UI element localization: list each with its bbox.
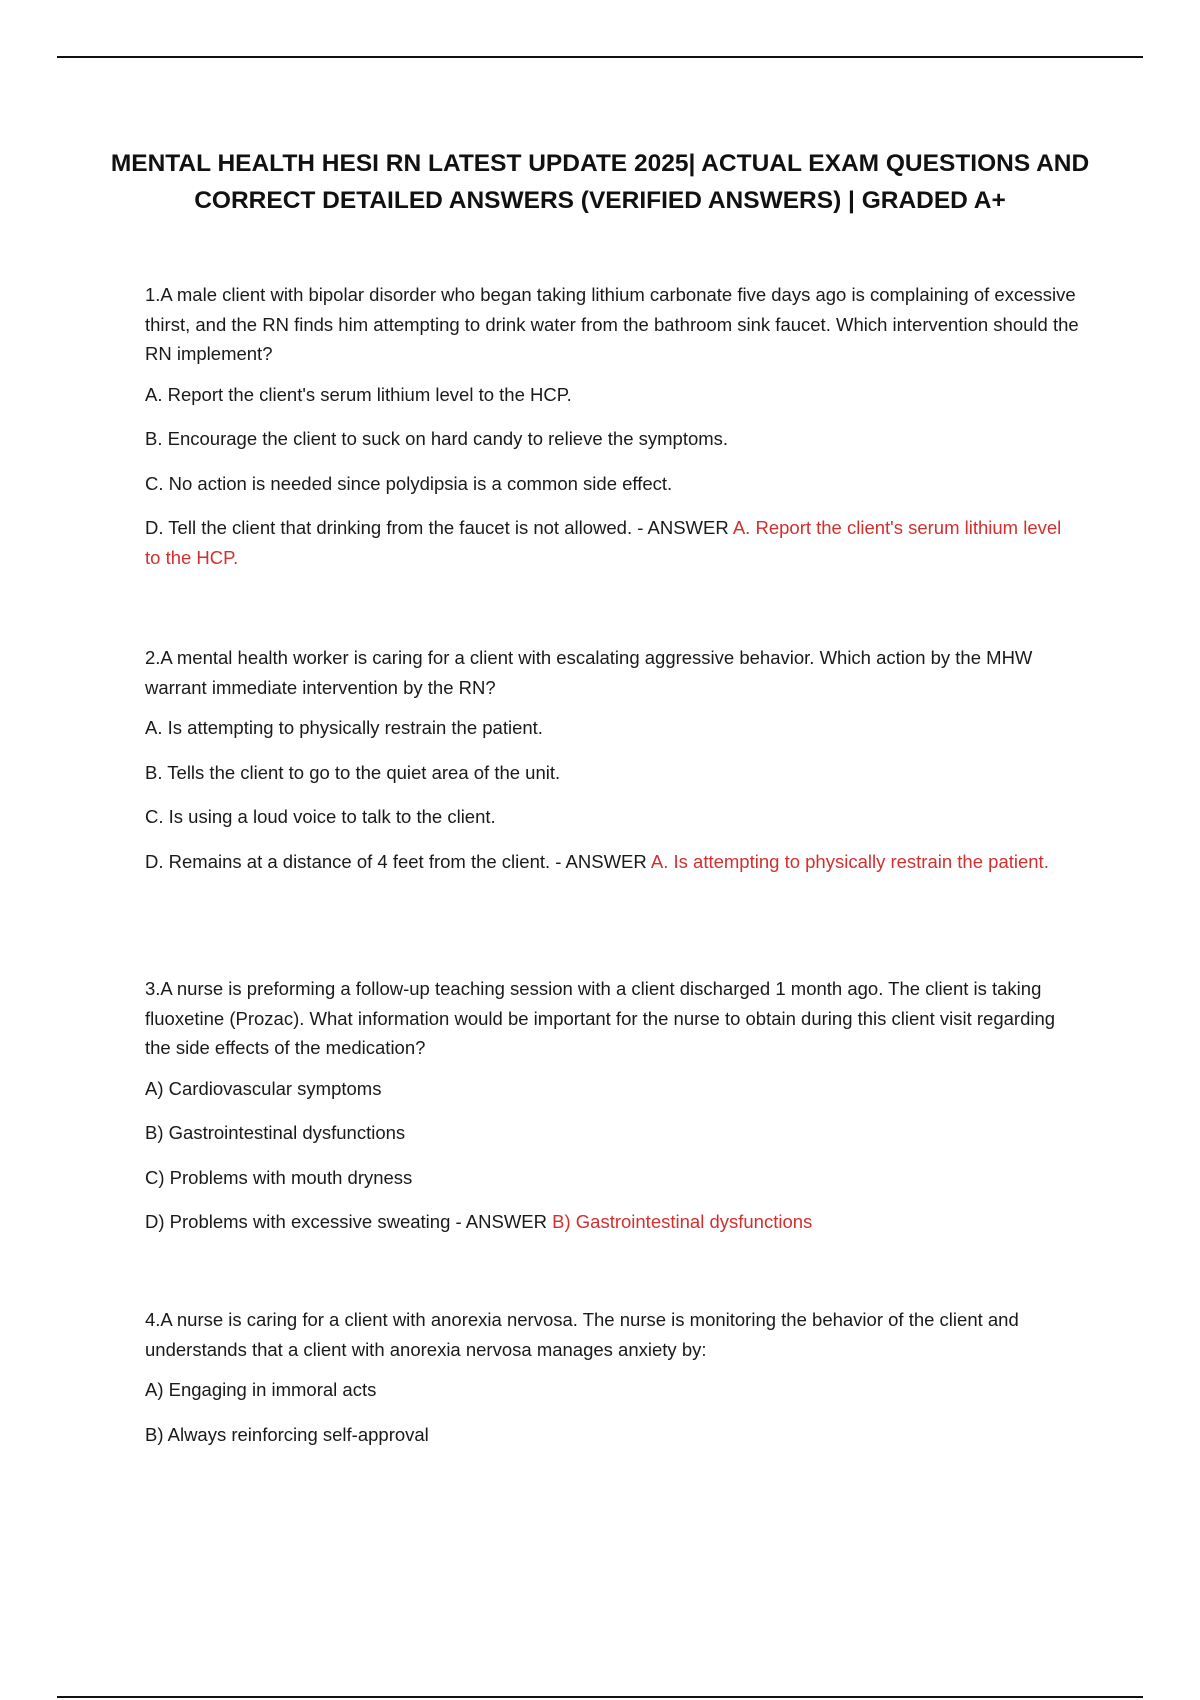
question-4	[145, 1305, 1080, 1449]
option-a: A. Report the client's serum lithium level to the HCP.	[145, 383, 572, 405]
answer-text: B) Gastrointestinal dysfunctions	[552, 1211, 813, 1232]
answer-separator: - ANSWER	[632, 517, 733, 538]
document-title	[100, 145, 1100, 219]
answer-text: A. Is attempting to physically restrain the patient.	[650, 850, 1049, 872]
answer-separator: - ANSWER	[450, 1211, 553, 1232]
option-b: B) Always reinforcing self-approval	[145, 1423, 429, 1445]
top-rule	[57, 56, 1143, 58]
bottom-rule	[57, 1696, 1143, 1698]
title-line-1: MENTAL HEALTH HESI RN LATEST UPDATE 2025| ACTUAL EXAM QUESTIONS AND	[110, 150, 1090, 177]
option-a: A. Is attempting to physically restrain the patient.	[145, 717, 543, 738]
answer-text: A. Report the client's serum lithium level to the HCP.	[145, 517, 1062, 568]
title-line-2: CORRECT DETAILED ANSWERS (VERIFIED ANSWERS) | GRADED A+	[194, 187, 1006, 214]
question-text: 3.A nurse is preforming a follow-up teaching session with a client discharged 1 month ago. The client is taking fluoxetine (Prozac). What information would be important for the nurse to obtain during this client visit regarding the side effects of the medication?	[145, 978, 1056, 1058]
question-text: 1.A male client with bipolar disorder who began taking lithium carbonate five days ago is complaining of excessive thirst, and the RN finds him attempting to drink water from the bathroom sink faucet. Which intervention should the RN implement?	[145, 284, 1079, 364]
option-c: C) Problems with mouth dryness	[145, 1166, 413, 1188]
question-1	[145, 280, 1080, 572]
option-b: B. Encourage the client to suck on hard candy to relieve the symptoms.	[145, 428, 729, 449]
question-2	[145, 643, 1080, 876]
option-d-with-answer	[145, 513, 1080, 572]
option-c: C. No action is needed since polydipsia is a common side effect.	[145, 472, 673, 494]
question-3	[145, 974, 1080, 1237]
option-a: A) Cardiovascular symptoms	[145, 1077, 382, 1099]
option-b: B. Tells the client to go to the quiet area of the unit.	[145, 761, 561, 783]
question-text: 4.A nurse is caring for a client with anorexia nervosa. The nurse is monitoring the behavior of the client and understands that a client with anorexia nervosa manages anxiety by:	[145, 1309, 1019, 1360]
option-d: D) Problems with excessive sweating	[145, 1211, 451, 1232]
option-d: D. Remains at a distance of 4 feet from the client.	[145, 850, 551, 872]
option-a: A) Engaging in immoral acts	[145, 1379, 377, 1400]
option-d: D. Tell the client that drinking from the faucet is not allowed.	[145, 517, 633, 538]
option-d-with-answer	[145, 847, 1080, 877]
answer-separator: - ANSWER	[550, 850, 651, 872]
question-text: 2.A mental health worker is caring for a client with escalating aggressive behavior. Which action by the MHW warrant immediate intervention by the RN?	[145, 647, 1033, 698]
option-d-with-answer	[145, 1207, 1080, 1237]
option-c: C. Is using a loud voice to talk to the client.	[145, 806, 496, 827]
option-b: B) Gastrointestinal dysfunctions	[145, 1122, 406, 1143]
